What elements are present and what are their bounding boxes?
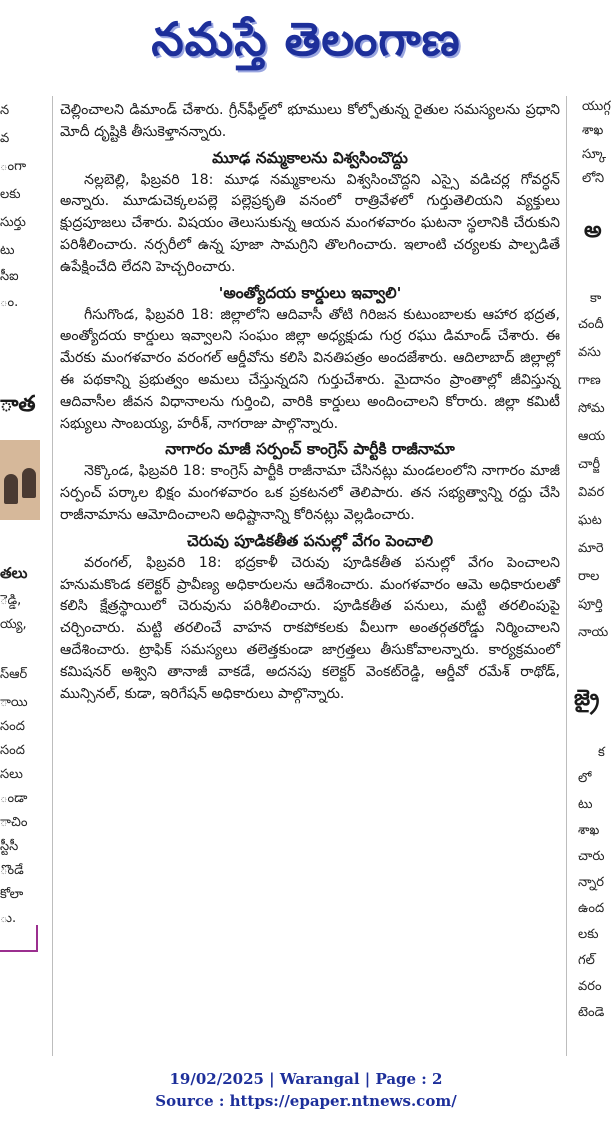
right-fragment: ఉంద xyxy=(578,901,605,916)
left-fragment: ాచిం xyxy=(0,815,28,830)
right-fragment: యుగ్గ xyxy=(582,99,611,114)
story-body: వరంగల్, ఫిబ్రవరి 18: భద్రకాళీ చెరువు పూడికతీత పనుల్లో వేగం పెంచాలని హనుమకొండ కలెక్టర్ ప్రావీణ్య అధికారులను ఆదేశించారు. మంగళవారం ఆమె అధికారులతో కలిసి క్షేత్రస్థాయిలో చెరువును పరిశీలించారు. పూడికతీత పనులు, మట్టి తరలింపుపై చర్చించారు. మట్టి తరలించే వాహన రాకపోకలకు వీలుగా అంతర్గతరోడ్డు నిర్మించాలని ఆదేశించారు. ట్రాఫిక్ సమస్యలు తలెత్తకుండా జాగ్రత్తలు తీసుకోవాలన్నారు. కార్యక్రమంలో కమిషనర్ అశ్విని తానాజీ వాకడే, అదనపు కలెక్టర్ వెంకట్‌రెడ్డి, ఆర్డీవో రమేశ్ రాథోడ్, మున్సినల్, కుడా, ఇరిగేషన్ అధికారులు పాల్గొన్నారు. xyxy=(60,554,560,702)
right-fragment: టెండె xyxy=(578,1005,605,1020)
right-fragment: వివర xyxy=(578,485,605,500)
left-fragment-headline: ాత xyxy=(0,392,36,417)
photo-figure xyxy=(4,474,18,504)
left-fragment: న xyxy=(0,103,10,118)
story-headline: చెరువు పూడికతీత పనుల్లో వేగం పెంచాలి xyxy=(187,531,433,550)
right-fragment: శాఖ xyxy=(582,123,604,138)
left-fragment: లకు xyxy=(0,187,21,202)
left-fragment: కోలా xyxy=(0,887,24,902)
source-link[interactable]: Source : https://epaper.ntnews.com/ xyxy=(155,1092,457,1110)
story xyxy=(60,437,560,526)
left-fragment: సీఐ xyxy=(0,269,19,284)
right-fragment: పూర్తి xyxy=(578,597,603,612)
left-fragment: ు. xyxy=(0,911,17,926)
right-fragment: లో xyxy=(578,771,592,786)
column-end-mark xyxy=(36,925,38,952)
story xyxy=(60,529,560,706)
story-headline: మూఢ నమ్మకాలను విశ్వసించొద్దు xyxy=(212,148,408,167)
left-fragment: ాయి xyxy=(0,695,28,710)
right-fragment: సోమ xyxy=(578,401,605,416)
right-fragment: స్కూ xyxy=(582,147,606,162)
right-fragment: గల్ xyxy=(578,953,595,968)
right-fragment: రాల xyxy=(578,569,600,584)
left-fragment: ొండే xyxy=(0,863,24,878)
right-fragment: వసు xyxy=(578,345,601,360)
right-fragment: లకు xyxy=(578,927,599,942)
right-fragment-headline: అ xyxy=(584,218,602,243)
right-fragment: గాణ xyxy=(578,373,601,388)
left-fragment: స్ఆర్ xyxy=(0,667,28,682)
left-fragment: ంగా xyxy=(0,159,27,174)
story-headline: నాగారం మాజీ సర్పంచ్ కాంగ్రెస్ పార్టీకి రాజీనామా xyxy=(165,440,455,459)
right-fragment: నాయ xyxy=(578,625,609,640)
right-fragment: చారు xyxy=(578,849,605,864)
edition-info: 19/02/2025 | Warangal | Page : 2 xyxy=(169,1070,443,1088)
story-body: నల్లబెల్లి, ఫిబ్రవరి 18: మూఢ నమ్మకాలను విశ్వసించొద్దని ఎస్సై వడిచర్ల గోవర్ధన్ అన్నారు. మూడుచెక్కలపల్లె పల్లెప్రకృతి వనంలో రాత్రివేళలో గుర్తుతెలియని వ్యక్తులు క్షుద్రపూజలు చేశారు. విషయం తెలుసుకున్న ఆయన మంగళవారం ఘటనా స్థలానికి చేరుకుని పరిశీలించారు. నర్సరీలో ఉన్న పూజా సామగ్రిని తొలగించారు. ఇలాంటి చర్యలకు పాల్పడితే ఉపేక్షించేది లేదని హెచ్చరించారు. xyxy=(60,171,560,275)
right-fragment: చందీ xyxy=(578,317,604,332)
photo-figure xyxy=(22,468,36,498)
left-fragment: సంద xyxy=(0,719,25,734)
story-headline: 'అంత్యోదయ కార్డులు ఇవ్వాలి' xyxy=(218,283,402,302)
right-fragment: న్నార xyxy=(578,875,604,890)
column-divider xyxy=(52,96,53,1056)
left-fragment: టు xyxy=(0,243,15,258)
right-fragment: ఘట xyxy=(578,513,602,528)
article-intro: చెల్లించాలని డిమాండ్ చేశారు. గ్రీన్‌ఫీల్డ్‌లో భూములు కోల్పోతున్న రైతుల సమస్యలను ప్రధాని మోదీ దృష్టికి తీసుకెళ్తానన్నారు. xyxy=(60,102,560,140)
right-fragment: ఆయ xyxy=(578,429,606,444)
left-fragment: వ xyxy=(0,131,10,146)
right-fragment: శాఖ xyxy=(578,823,600,838)
right-fragment: మారె xyxy=(578,541,604,556)
right-fragment: కా xyxy=(590,291,602,306)
right-fragment-headline: జ్రై xyxy=(574,686,600,711)
right-fragment: లోని xyxy=(582,171,605,186)
left-neighbor-column xyxy=(0,96,44,696)
main-article-column xyxy=(60,100,560,705)
right-fragment: చార్జీ xyxy=(578,457,601,472)
page-footer xyxy=(0,1068,612,1112)
story xyxy=(60,281,560,436)
left-fragment-caption: తలు xyxy=(0,564,28,582)
left-fragment: ం. xyxy=(0,295,19,310)
newspaper-logo: నమస్తే తెలంగాణ xyxy=(151,12,461,66)
right-fragment: వరం xyxy=(578,979,602,994)
left-fragment: సంద xyxy=(0,743,25,758)
left-fragment: య్య, xyxy=(0,617,27,632)
column-divider xyxy=(566,96,567,1056)
column-end-mark xyxy=(0,950,38,952)
left-photo xyxy=(0,440,40,520)
left-fragment: ెడ్డి, xyxy=(0,593,22,608)
story xyxy=(60,146,560,279)
story-body: నెక్కొండ, ఫిబ్రవరి 18: కాంగ్రెస్ పార్టీకి రాజీనామా చేసినట్లు మండలంలోని నాగారం మాజీ సర్పంచ్ పర్కాల భిక్షం మంగళవారం ఒక ప్రకటనలో తెలిపారు. తన సభ్యత్వాన్ని రద్దు చేసి రాజీనామాను ఆమోదించాలని అధిష్టానాన్ని కోరినట్లు వెల్లడించారు. xyxy=(60,463,560,523)
story-body: గీసుగొండ, ఫిబ్రవరి 18: జిల్లాలోని ఆదివాసీ తోటి గిరిజన కుటుంబాలకు ఆహార భద్రత, అంత్యోదయ కార్డులు ఇవ్వాలని సంఘం జిల్లా అధ్యక్షుడు గుర్ర రఘు డిమాండ్ చేశారు. ఈ మేరకు మంగళవారం వరంగల్ ఆర్డీవోను కలిసి వినతిపత్రం అందజేశారు. ఆదిలాబాద్ జిల్లాల్లో ఈ పథకాన్ని ప్రభుత్వం అమలు చేస్తున్నదని గుర్తుచేశారు. మైదానం ప్రాంతాల్లో జీవిస్తున్న ఆదివాసీల జీవన విధానాలను గుర్తించి, వారికి కార్డులు అందించాలని కోరారు. జిల్లా కమిటీ సభ్యులు సాంబయ్య, హరీశ్, నాగరాజు పాల్గొన్నారు. xyxy=(60,306,560,432)
left-fragment: సుర్తు xyxy=(0,215,26,230)
masthead xyxy=(0,0,612,90)
left-fragment: సలు xyxy=(0,767,23,782)
left-fragment: స్టీసీ xyxy=(0,839,19,854)
right-fragment: టు xyxy=(578,797,593,812)
left-fragment: ండా xyxy=(0,791,28,806)
right-fragment: క xyxy=(598,745,605,760)
